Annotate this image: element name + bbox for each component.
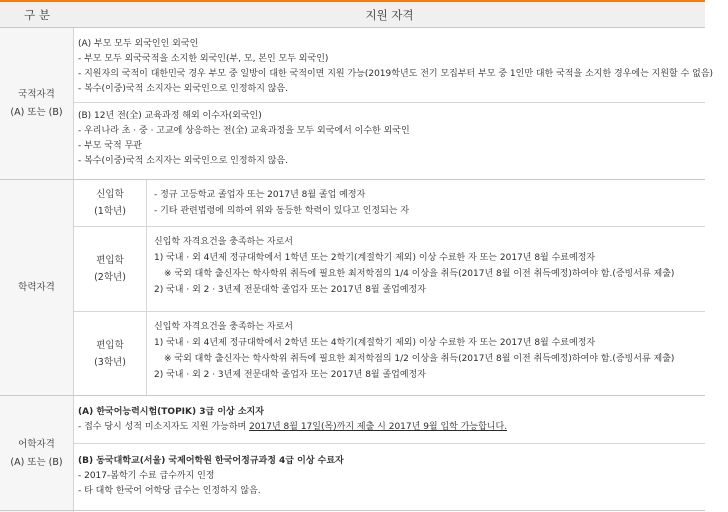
divider xyxy=(74,311,705,312)
freshman-item: - 정규 고등학교 졸업자 또는 2017년 8월 졸업 예정자 xyxy=(154,190,366,200)
transfer3-line: 1) 국내 · 외 4년제 정규대학에서 2학년 또는 4학기(계절학기 제외) 이상 수료한 자 또는 2017년 8월 수료예정자 xyxy=(154,338,596,348)
transfer3-line: 2) 국내 · 외 2 · 3년제 전문대학 졸업자 또는 2017년 8월 졸업예정자 xyxy=(154,370,426,380)
transfer3-line: 신입학 자격요건을 충족하는 자로서 xyxy=(154,322,293,332)
transfer2-label-line2: (2학년) xyxy=(94,272,126,283)
transfer2-line: 신입학 자격요건을 충족하는 자로서 xyxy=(154,237,293,247)
header-qualification: 지원 자격 xyxy=(365,8,414,22)
nationality-a-title: (A) 부모 모두 외국인인 외국인 xyxy=(78,39,199,49)
category-language xyxy=(0,396,74,512)
category-nationality xyxy=(0,28,74,179)
nationality-b-item: - 우리나라 초 · 중 · 고교에 상응하는 전(全) 교육과정을 모두 외국에서 이수한 외국인 xyxy=(78,126,410,136)
divider xyxy=(74,102,705,103)
language-a-item xyxy=(78,421,507,433)
transfer2-line: 1) 국내 · 외 4년제 정규대학에서 1학년 또는 2학기(계절학기 제외) 이상 수료한 자 또는 2017년 8월 수료예정자 xyxy=(154,253,596,263)
transfer2-note: ※ 국외 대학 출신자는 학사학위 취득에 필요한 최저학점의 1/4 이상을 취득(2017년 8월 이전 취득예정)하여야 함.(증빙서류 제출) xyxy=(164,269,675,279)
divider xyxy=(74,443,705,444)
transfer2-label-line1: 편입학 xyxy=(96,255,124,266)
category-nationality-label: 국적자격 xyxy=(18,88,55,100)
language-a-title: (A) 한국어능력시험(TOPIK) 3급 이상 소지자 xyxy=(78,407,264,417)
transfer2-label xyxy=(74,227,146,311)
section-language xyxy=(74,396,705,512)
divider xyxy=(0,510,705,511)
nationality-a-item: - 부모 모두 외국국적을 소지한 외국인(부, 모, 본인 모두 외국인) xyxy=(78,54,329,64)
nationality-b-item: - 복수(이중)국적 소지자는 외국인으로 인정하지 않음. xyxy=(78,156,289,166)
category-academic xyxy=(0,180,74,395)
category-academic-label: 학력자격 xyxy=(18,281,55,293)
divider xyxy=(74,226,705,227)
nationality-b-title: (B) 12년 전(全) 교육과정 해외 이수자(외국인) xyxy=(78,111,262,121)
table-header xyxy=(0,0,705,28)
freshman-item: - 기타 관련법령에 의하여 위와 동등한 학력이 있다고 인정되는 자 xyxy=(154,206,410,216)
transfer3-label xyxy=(74,312,146,395)
nationality-a-item: - 지원자의 국적이 대한민국 경우 부모 중 일방이 대한 국적이면 지원 가능(2019학년도 전기 모집부터 부모 중 1인만 대한 국적을 소지한 경우에는 지원할 수 없음) xyxy=(78,69,714,79)
header-category: 구 분 xyxy=(24,8,50,22)
language-b-title: (B) 동국대학교(서울) 국제어학원 한국어정규과정 4급 이상 수료자 xyxy=(78,456,344,466)
nationality-a-item: - 복수(이중)국적 소지자는 외국인으로 인정하지 않음. xyxy=(78,84,289,94)
language-a-item-deadline: 2017년 8월 17일(목)까지 제출 시 2017년 9월 입학 가능합니다. xyxy=(249,422,508,432)
transfer3-label-line2: (3학년) xyxy=(94,356,126,368)
language-b-item: - 타 대학 한국어 어학당 급수는 인정하지 않음. xyxy=(78,486,261,496)
section-nationality xyxy=(74,28,714,179)
divider xyxy=(146,180,147,395)
category-language-label: 어학자격 xyxy=(18,439,55,450)
nationality-b-item: - 부모 국적 무관 xyxy=(78,141,142,151)
transfer3-note: ※ 국외 대학 출신자는 학사학위 취득에 필요한 최저학점의 1/2 이상을 취득(2017년 8월 이전 취득예정)하여야 함.(증빙서류 제출) xyxy=(164,354,675,364)
language-a-item-text: - 접수 당시 성적 미소지자도 지원 가능하며 xyxy=(78,422,250,432)
freshman-label-line2: (1학년) xyxy=(94,206,126,217)
category-language-condition: (A) 또는 (B) xyxy=(10,457,63,468)
freshman-label-line1: 신입학 xyxy=(96,189,124,200)
transfer3-label-line1: 편입학 xyxy=(96,339,124,351)
freshman-label xyxy=(74,180,146,226)
language-b-item: - 2017-봄학기 수료 급수까지 인정 xyxy=(78,471,215,481)
transfer2-line: 2) 국내 · 외 2 · 3년제 전문대학 졸업자 또는 2017년 8월 졸업예정자 xyxy=(154,285,426,295)
category-nationality-condition: (A) 또는 (B) xyxy=(10,106,63,118)
